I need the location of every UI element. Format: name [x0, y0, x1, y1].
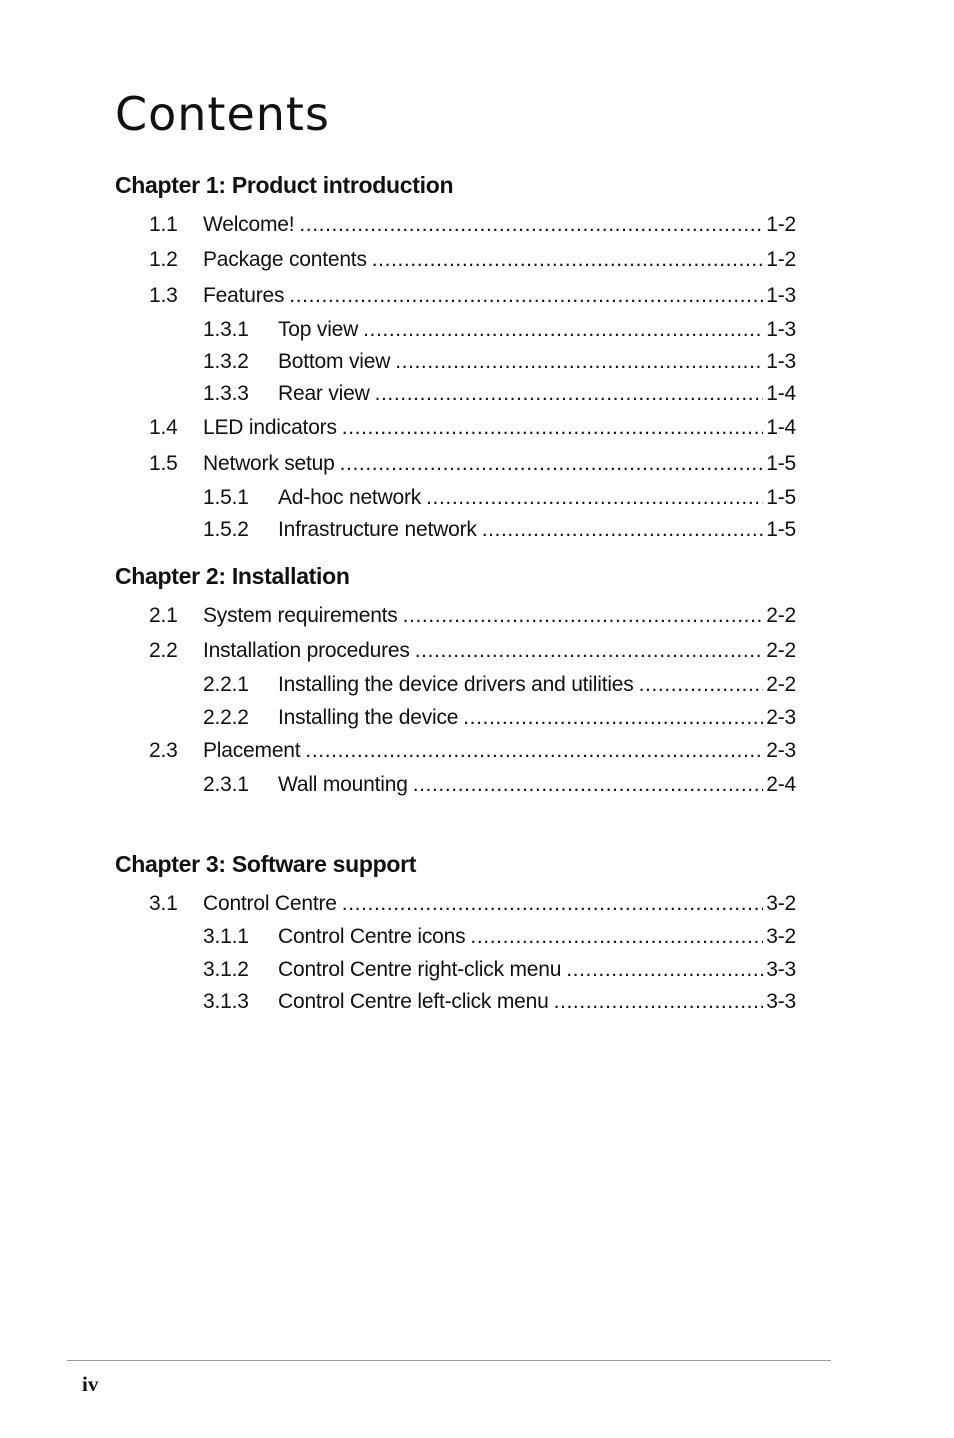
toc-entry-number: 2.2.1 [203, 673, 249, 696]
toc-entry-page: 2-2 [766, 604, 796, 627]
toc-entry-number: 2.2.2 [203, 706, 249, 729]
toc-leader-dots [305, 737, 763, 765]
toc-entry-page: 1-2 [766, 213, 796, 236]
toc-entry-title: Top view [278, 318, 359, 341]
toc-entry-number: 1.3.2 [203, 350, 249, 373]
page-title: Contents [115, 87, 330, 141]
toc-entry-number: 2.3 [149, 739, 178, 762]
toc-leader-dots [363, 316, 763, 344]
toc-entry-number: 3.1.2 [203, 958, 249, 981]
toc-leader-dots [463, 704, 763, 732]
toc-entry-title: Installing the device [278, 706, 459, 729]
toc-entry-title: Network setup [203, 452, 335, 475]
toc-entry-title: Features [203, 284, 285, 307]
toc-entry-title: Welcome! [203, 213, 295, 236]
toc-entry-page: 2-4 [766, 773, 796, 796]
toc-leader-dots [340, 450, 764, 478]
toc-entry-number: 1.5.1 [203, 486, 249, 509]
toc-subentry[interactable] [203, 484, 796, 512]
toc-subentry[interactable] [203, 771, 796, 799]
chapter-heading: Chapter 2: Installation [115, 563, 350, 589]
toc-subentry[interactable] [203, 671, 796, 699]
toc-entry-title: System requirements [203, 604, 398, 627]
toc-entry-number: 1.5 [149, 452, 178, 475]
toc-leader-dots [413, 771, 764, 799]
toc-entry-title: Wall mounting [278, 773, 408, 796]
toc-entry-page: 2-2 [766, 673, 796, 696]
toc-entry-number: 1.3 [149, 284, 178, 307]
toc-entry-title: Control Centre left-click menu [278, 990, 549, 1013]
toc-leader-dots [375, 380, 764, 408]
toc-entry-title: Control Centre icons [278, 925, 466, 948]
toc-entry-page: 3-3 [766, 990, 796, 1013]
toc-leader-dots [639, 671, 764, 699]
toc-entry-title: Control Centre [203, 892, 337, 915]
toc-entry-page: 2-2 [766, 639, 796, 662]
toc-entry-page: 1-5 [766, 486, 796, 509]
page-number: iv [82, 1372, 99, 1396]
toc-leader-dots [482, 516, 764, 544]
toc-entry-title: Rear view [278, 382, 370, 405]
toc-entry[interactable] [149, 282, 796, 310]
toc-entry-title: Installing the device drivers and utilities [278, 673, 634, 696]
toc-entry-number: 1.3.3 [203, 382, 249, 405]
toc-entry-page: 2-3 [766, 739, 796, 762]
toc-entry-page: 1-5 [766, 452, 796, 475]
toc-leader-dots [342, 890, 763, 918]
toc-entry-page: 1-3 [766, 350, 796, 373]
toc-subentry[interactable] [203, 704, 796, 732]
toc-entry-title: Ad-hoc network [278, 486, 422, 509]
toc-leader-dots [566, 956, 763, 984]
toc-entry-number: 3.1 [149, 892, 178, 915]
toc-entry-title: LED indicators [203, 416, 337, 439]
toc-leader-dots [470, 923, 763, 951]
toc-entry-title: Control Centre right-click menu [278, 958, 562, 981]
toc-entry-number: 2.1 [149, 604, 178, 627]
toc-subentry[interactable] [203, 956, 796, 984]
toc-entry-title: Package contents [203, 248, 367, 271]
toc-entry[interactable] [149, 737, 796, 765]
toc-entry-number: 1.3.1 [203, 318, 249, 341]
toc-leader-dots [415, 637, 764, 665]
toc-entry[interactable] [149, 450, 796, 478]
toc-entry-page: 2-3 [766, 706, 796, 729]
toc-subentry[interactable] [203, 380, 796, 408]
toc-entry-page: 1-3 [766, 284, 796, 307]
toc-entry-title: Placement [203, 739, 301, 762]
toc-entry-number: 3.1.3 [203, 990, 249, 1013]
toc-entry-number: 1.4 [149, 416, 178, 439]
footer-divider [67, 1360, 831, 1361]
toc-entry-page: 1-4 [766, 416, 796, 439]
toc-entry-title: Installation procedures [203, 639, 410, 662]
toc-entry[interactable] [149, 414, 796, 442]
toc-entry-title: Bottom view [278, 350, 391, 373]
toc-entry-number: 2.2 [149, 639, 178, 662]
toc-entry-number: 1.5.2 [203, 518, 249, 541]
toc-leader-dots [395, 348, 763, 376]
toc-entry-page: 1-5 [766, 518, 796, 541]
toc-leader-dots [403, 602, 764, 630]
toc-entry[interactable] [149, 890, 796, 918]
toc-subentry[interactable] [203, 988, 796, 1016]
toc-entry-number: 1.2 [149, 248, 178, 271]
toc-entry-page: 1-4 [766, 382, 796, 405]
toc-leader-dots [372, 246, 763, 274]
toc-leader-dots [554, 988, 764, 1016]
chapter-heading: Chapter 1: Product introduction [115, 172, 454, 198]
toc-entry[interactable] [149, 246, 796, 274]
toc-entry-title: Infrastructure network [278, 518, 477, 541]
toc-subentry[interactable] [203, 516, 796, 544]
toc-entry[interactable] [149, 637, 796, 665]
chapter-heading: Chapter 3: Software support [115, 851, 417, 877]
toc-entry-page: 1-2 [766, 248, 796, 271]
toc-subentry[interactable] [203, 923, 796, 951]
toc-entry-number: 3.1.1 [203, 925, 249, 948]
toc-subentry[interactable] [203, 348, 796, 376]
toc-subentry[interactable] [203, 316, 796, 344]
toc-entry-number: 2.3.1 [203, 773, 249, 796]
toc-entry-page: 1-3 [766, 318, 796, 341]
toc-leader-dots [342, 414, 763, 442]
toc-leader-dots [299, 211, 763, 239]
toc-entry[interactable] [149, 211, 796, 239]
toc-entry-page: 3-3 [766, 958, 796, 981]
toc-entry-page: 3-2 [766, 892, 796, 915]
toc-entry[interactable] [149, 602, 796, 630]
toc-leader-dots [426, 484, 763, 512]
toc-entry-page: 3-2 [766, 925, 796, 948]
toc-leader-dots [289, 282, 763, 310]
toc-entry-number: 1.1 [149, 213, 178, 236]
